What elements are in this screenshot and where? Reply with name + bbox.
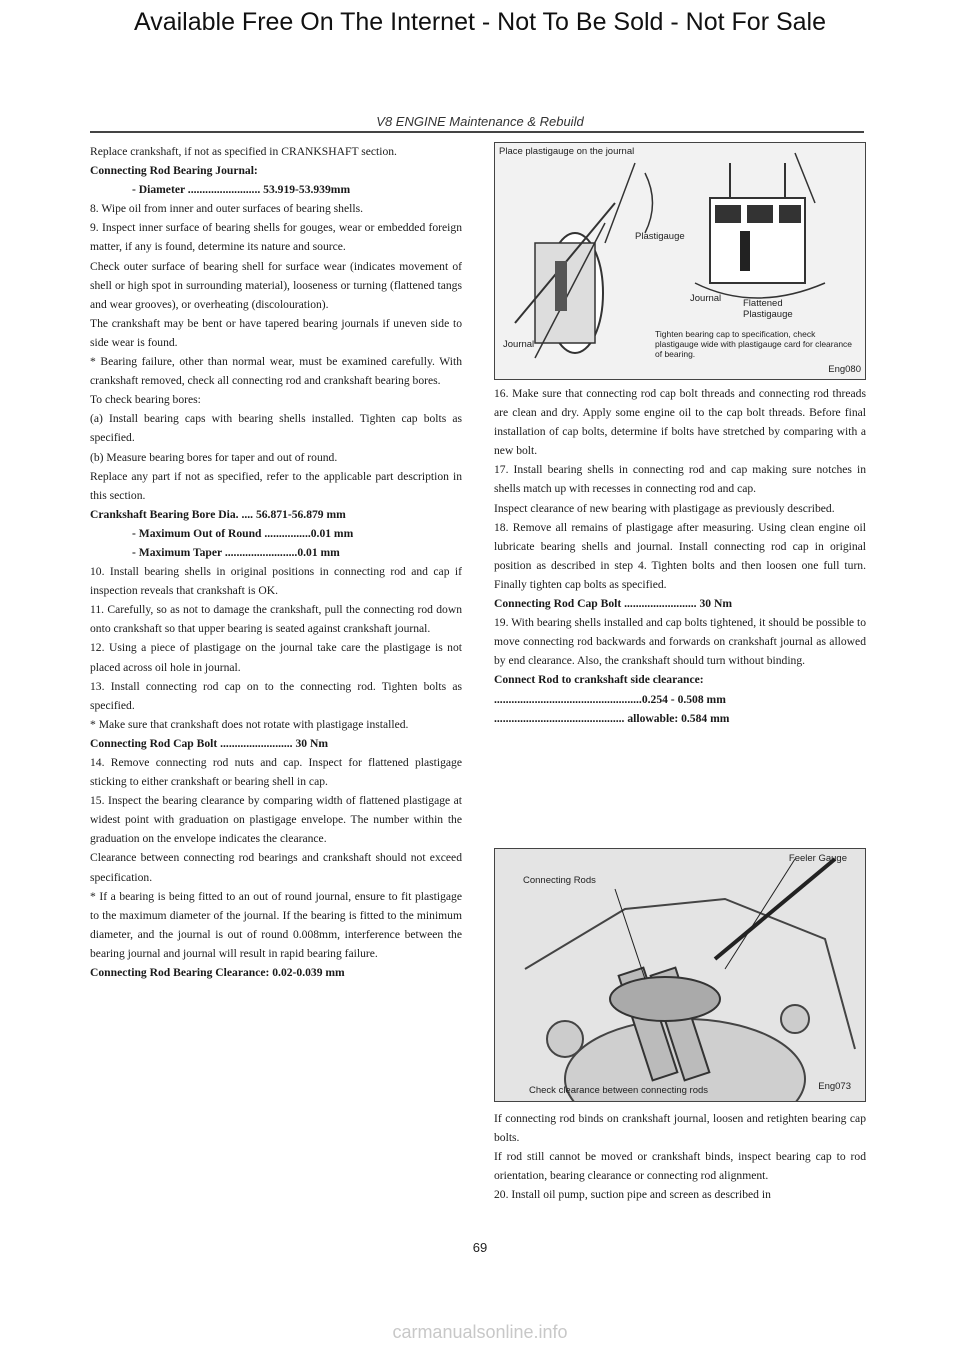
paragraph: (a) Install bearing caps with bearing shells installed. Tighten cap bolts as specified. bbox=[90, 412, 462, 445]
paragraph: To check bearing bores: bbox=[90, 393, 201, 407]
paragraph: Inspect clearance of new bearing with plastigage as previously described. bbox=[494, 501, 835, 515]
paragraph: 10. Install bearing shells in original positions in connecting rod and cap if inspection reveals that crankshaft is OK. bbox=[90, 565, 462, 598]
paragraph: 19. With bearing shells installed and cap bolts tightened, it should be possible to move connecting rod backwards and forwards on crankshaft journal as allowed by end clearance. Also, the crankshaft should turn without binding. bbox=[494, 616, 866, 668]
paragraph: 17. Install bearing shells in connecting rod and cap making sure notches in shells match up with recesses in connecting rod and cap. bbox=[494, 463, 866, 496]
spec-line: - Maximum Out of Round ................0.01 mm bbox=[132, 526, 354, 540]
distribution-banner: Available Free On The Internet - Not To Be Sold - Not For Sale bbox=[133, 8, 827, 36]
spec-line: Connecting Rod Cap Bolt ......................... 30 Nm bbox=[90, 736, 329, 750]
paragraph: * Bearing failure, other than normal wear, must be examined carefully. With crankshaft removed, check all connecting rod and crankshaft bearing bores. bbox=[90, 355, 462, 388]
spec-line: Connecting Rod Cap Bolt ......................... 30 Nm bbox=[494, 597, 733, 611]
paragraph: If connecting rod binds on crankshaft journal, loosen and retighten bearing cap bolts. bbox=[494, 1112, 866, 1145]
paragraph: 14. Remove connecting rod nuts and cap. Inspect for flattened plastigage sticking to either crankshaft or bearing shell in cap. bbox=[90, 756, 462, 789]
left-column bbox=[90, 142, 462, 982]
figure-label: Journal bbox=[690, 293, 722, 304]
paragraph: 11. Carefully, so as not to damage the crankshaft, pull the connecting rod down onto crankshaft so that upper bearing is seated against crankshaft journal. bbox=[90, 603, 462, 636]
spec-line: ...................................................0.254 - 0.508 mm bbox=[494, 692, 726, 706]
paragraph: Clearance between connecting rod bearings and crankshaft should not exceed specification. bbox=[90, 851, 462, 884]
figure-caption: Tighten bearing cap to specification, check plastigauge wide with plastigauge card for clearance of bearing. bbox=[655, 329, 853, 359]
spec-line: Crankshaft Bearing Bore Dia. .... 56.871-56.879 mm bbox=[90, 507, 346, 521]
paragraph: 20. Install oil pump, suction pipe and screen as described in bbox=[494, 1188, 771, 1202]
figure-label: Place plastigauge on the journal bbox=[499, 146, 635, 157]
paragraph: 12. Using a piece of plastigage on the journal take care the plastigage is not placed across oil hole in journal. bbox=[90, 641, 462, 674]
paragraph: 13. Install connecting rod cap on to the connecting rod. Tighten bolts as specified. bbox=[90, 679, 462, 712]
paragraph: * If a bearing is being fitted to an out of round journal, ensure to fit plastigage to the maximum diameter of the journal. If the bearing is fitted to the minimum diameter, and the journal is out of round 0.008mm, interference between the bearing journal and journal will result in rapid bearing failure. bbox=[90, 889, 462, 960]
figure-caption: Check clearance between connecting rods bbox=[529, 1085, 709, 1096]
running-head: V8 ENGINE Maintenance & Rebuild bbox=[376, 114, 584, 129]
header-rule bbox=[90, 131, 864, 133]
paragraph: (b) Measure bearing bores for taper and out of round. bbox=[90, 450, 338, 464]
paragraph: 18. Remove all remains of plastigage after measuring. Using clean engine oil lubricate bearing shells and journal. Install connecting rod cap in original position as described in step 4. Tighten bolts and then loosen one full turn. Finally tighten cap bolts as specified. bbox=[494, 520, 866, 591]
paragraph: 9. Inspect inner surface of bearing shells for gouges, wear or embedded foreign matter, if any is found, determine its nature and source. bbox=[90, 221, 462, 254]
spec-line: Connecting Rod Bearing Clearance: 0.02-0.039 mm bbox=[90, 966, 345, 980]
paragraph: * Make sure that crankshaft does not rotate with plastigage installed. bbox=[90, 717, 409, 731]
spec-line: - Diameter ......................... 53.919-53.939mm bbox=[132, 183, 351, 197]
spec-heading: Connecting Rod Bearing Journal: bbox=[90, 164, 258, 178]
figure-code: Eng080 bbox=[828, 364, 861, 375]
figure-label: Connecting Rods bbox=[523, 875, 596, 886]
right-column-lower bbox=[494, 1109, 866, 1204]
paragraph: Check outer surface of bearing shell for surface wear (indicates movement of shell or high spot in surrounding material), looseness or turning (flattened tangs and wear grooves), or overheating (discolouration). bbox=[90, 259, 462, 311]
paragraph: 15. Inspect the bearing clearance by comparing width of flattened plastigage at widest point with graduation on plastigage envelope. The number within the graduation on the envelope indicates the clearance. bbox=[90, 794, 462, 846]
paragraph: 16. Make sure that connecting rod cap bolt threads and connecting rod threads are clean and dry. Apply some engine oil to the cap bolt threads. Before final installation of cap bolts, determine if bolts have stretched by comparing with a new bolt. bbox=[494, 387, 866, 458]
spec-line: ............................................. allowable: 0.584 mm bbox=[494, 711, 730, 725]
paragraph: 8. Wipe oil from inner and outer surfaces of bearing shells. bbox=[90, 202, 363, 216]
site-watermark: carmanualsonline.info bbox=[392, 1322, 568, 1342]
figure-label: Flattened Plastigauge bbox=[743, 298, 793, 320]
figure-label: Plastigauge bbox=[635, 231, 685, 242]
spec-heading: Connect Rod to crankshaft side clearance: bbox=[494, 673, 704, 687]
right-column-upper bbox=[494, 384, 866, 728]
figure-code: Eng073 bbox=[818, 1081, 851, 1092]
side-clearance-figure bbox=[494, 848, 866, 1102]
plastigauge-figure bbox=[494, 142, 866, 380]
figure-label: Journal bbox=[503, 339, 535, 350]
paragraph: Replace crankshaft, if not as specified in CRANKSHAFT section. bbox=[90, 145, 397, 158]
spec-line: - Maximum Taper .........................0.01 mm bbox=[132, 545, 340, 559]
figure-label: Feeler Gauge bbox=[788, 853, 847, 864]
page-number: 69 bbox=[472, 1240, 488, 1255]
paragraph: If rod still cannot be moved or crankshaft binds, inspect bearing cap to rod orientation, bearing clearance or connecting rod alignment. bbox=[494, 1150, 866, 1183]
paragraph: Replace any part if not as specified, refer to the applicable part description in this section. bbox=[90, 469, 462, 502]
side-clearance-illustration bbox=[495, 849, 865, 1101]
paragraph: The crankshaft may be bent or have tapered bearing journals if uneven side to side wear is found. bbox=[90, 316, 462, 349]
